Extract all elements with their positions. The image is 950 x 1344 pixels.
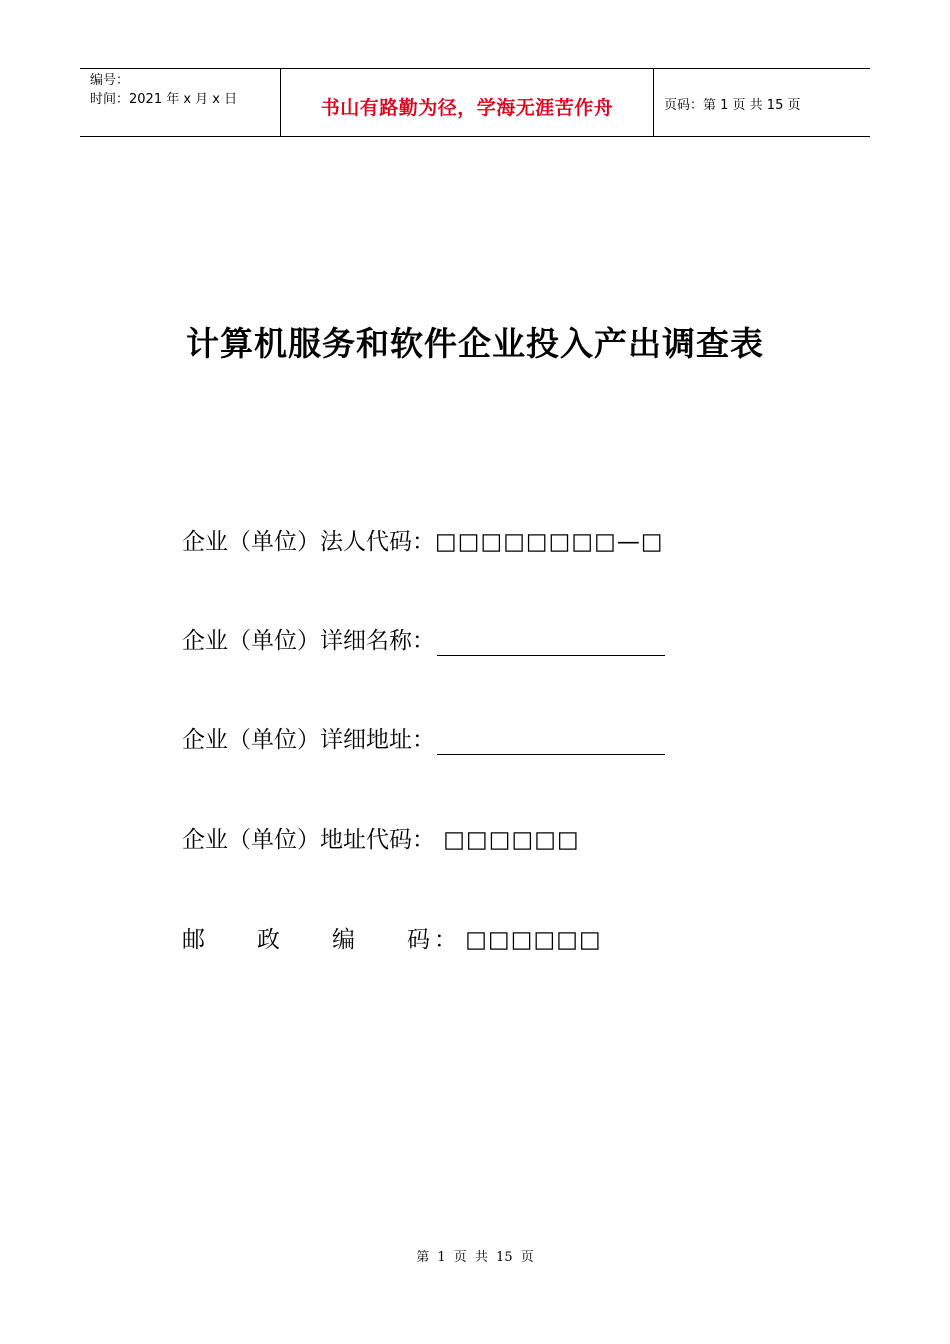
- page-info: 页码：第 1 页 共 15 页: [664, 98, 801, 113]
- header-meta-cell: [80, 69, 281, 136]
- field-address-code: [182, 825, 580, 855]
- document-title: 计算机服务和软件企业投入产出调查表: [186, 324, 764, 363]
- company-address-blank[interactable]: [437, 732, 665, 755]
- address-code-boxes[interactable]: □□□□□□: [435, 827, 580, 853]
- postal-label-colon: ：: [434, 927, 457, 953]
- field-label: 企业（单位）法人代码：: [182, 529, 435, 555]
- postal-label-char: 邮: [182, 927, 205, 953]
- field-label: 企业（单位）详细地址：: [182, 727, 435, 753]
- field-company-address: [182, 725, 665, 755]
- motto-text: 书山有路勤为径，学海无涯苦作舟: [320, 97, 614, 119]
- field-company-name: [182, 626, 665, 656]
- page-footer: 第 1 页 共 15 页: [416, 1250, 534, 1265]
- page-header: [80, 68, 870, 137]
- number-label: 编号：: [90, 73, 130, 88]
- header-page-cell: [654, 69, 870, 136]
- postal-code-boxes[interactable]: □□□□□□: [457, 927, 602, 953]
- postal-label-char: 政: [257, 927, 280, 953]
- legal-code-boxes[interactable]: □□□□□□□□—□: [435, 529, 664, 555]
- field-label: [182, 925, 457, 955]
- field-label: 企业（单位）地址代码：: [182, 827, 435, 853]
- field-postal-code: [182, 925, 602, 955]
- field-label: 企业（单位）详细名称：: [182, 628, 435, 654]
- time-label: 时间：2021 年 x 月 x 日: [90, 92, 238, 107]
- header-motto-cell: [281, 69, 654, 136]
- field-legal-code: [182, 527, 664, 557]
- postal-label-char: 编: [332, 927, 355, 953]
- postal-label-char: 码: [407, 927, 430, 953]
- company-name-blank[interactable]: [437, 633, 665, 656]
